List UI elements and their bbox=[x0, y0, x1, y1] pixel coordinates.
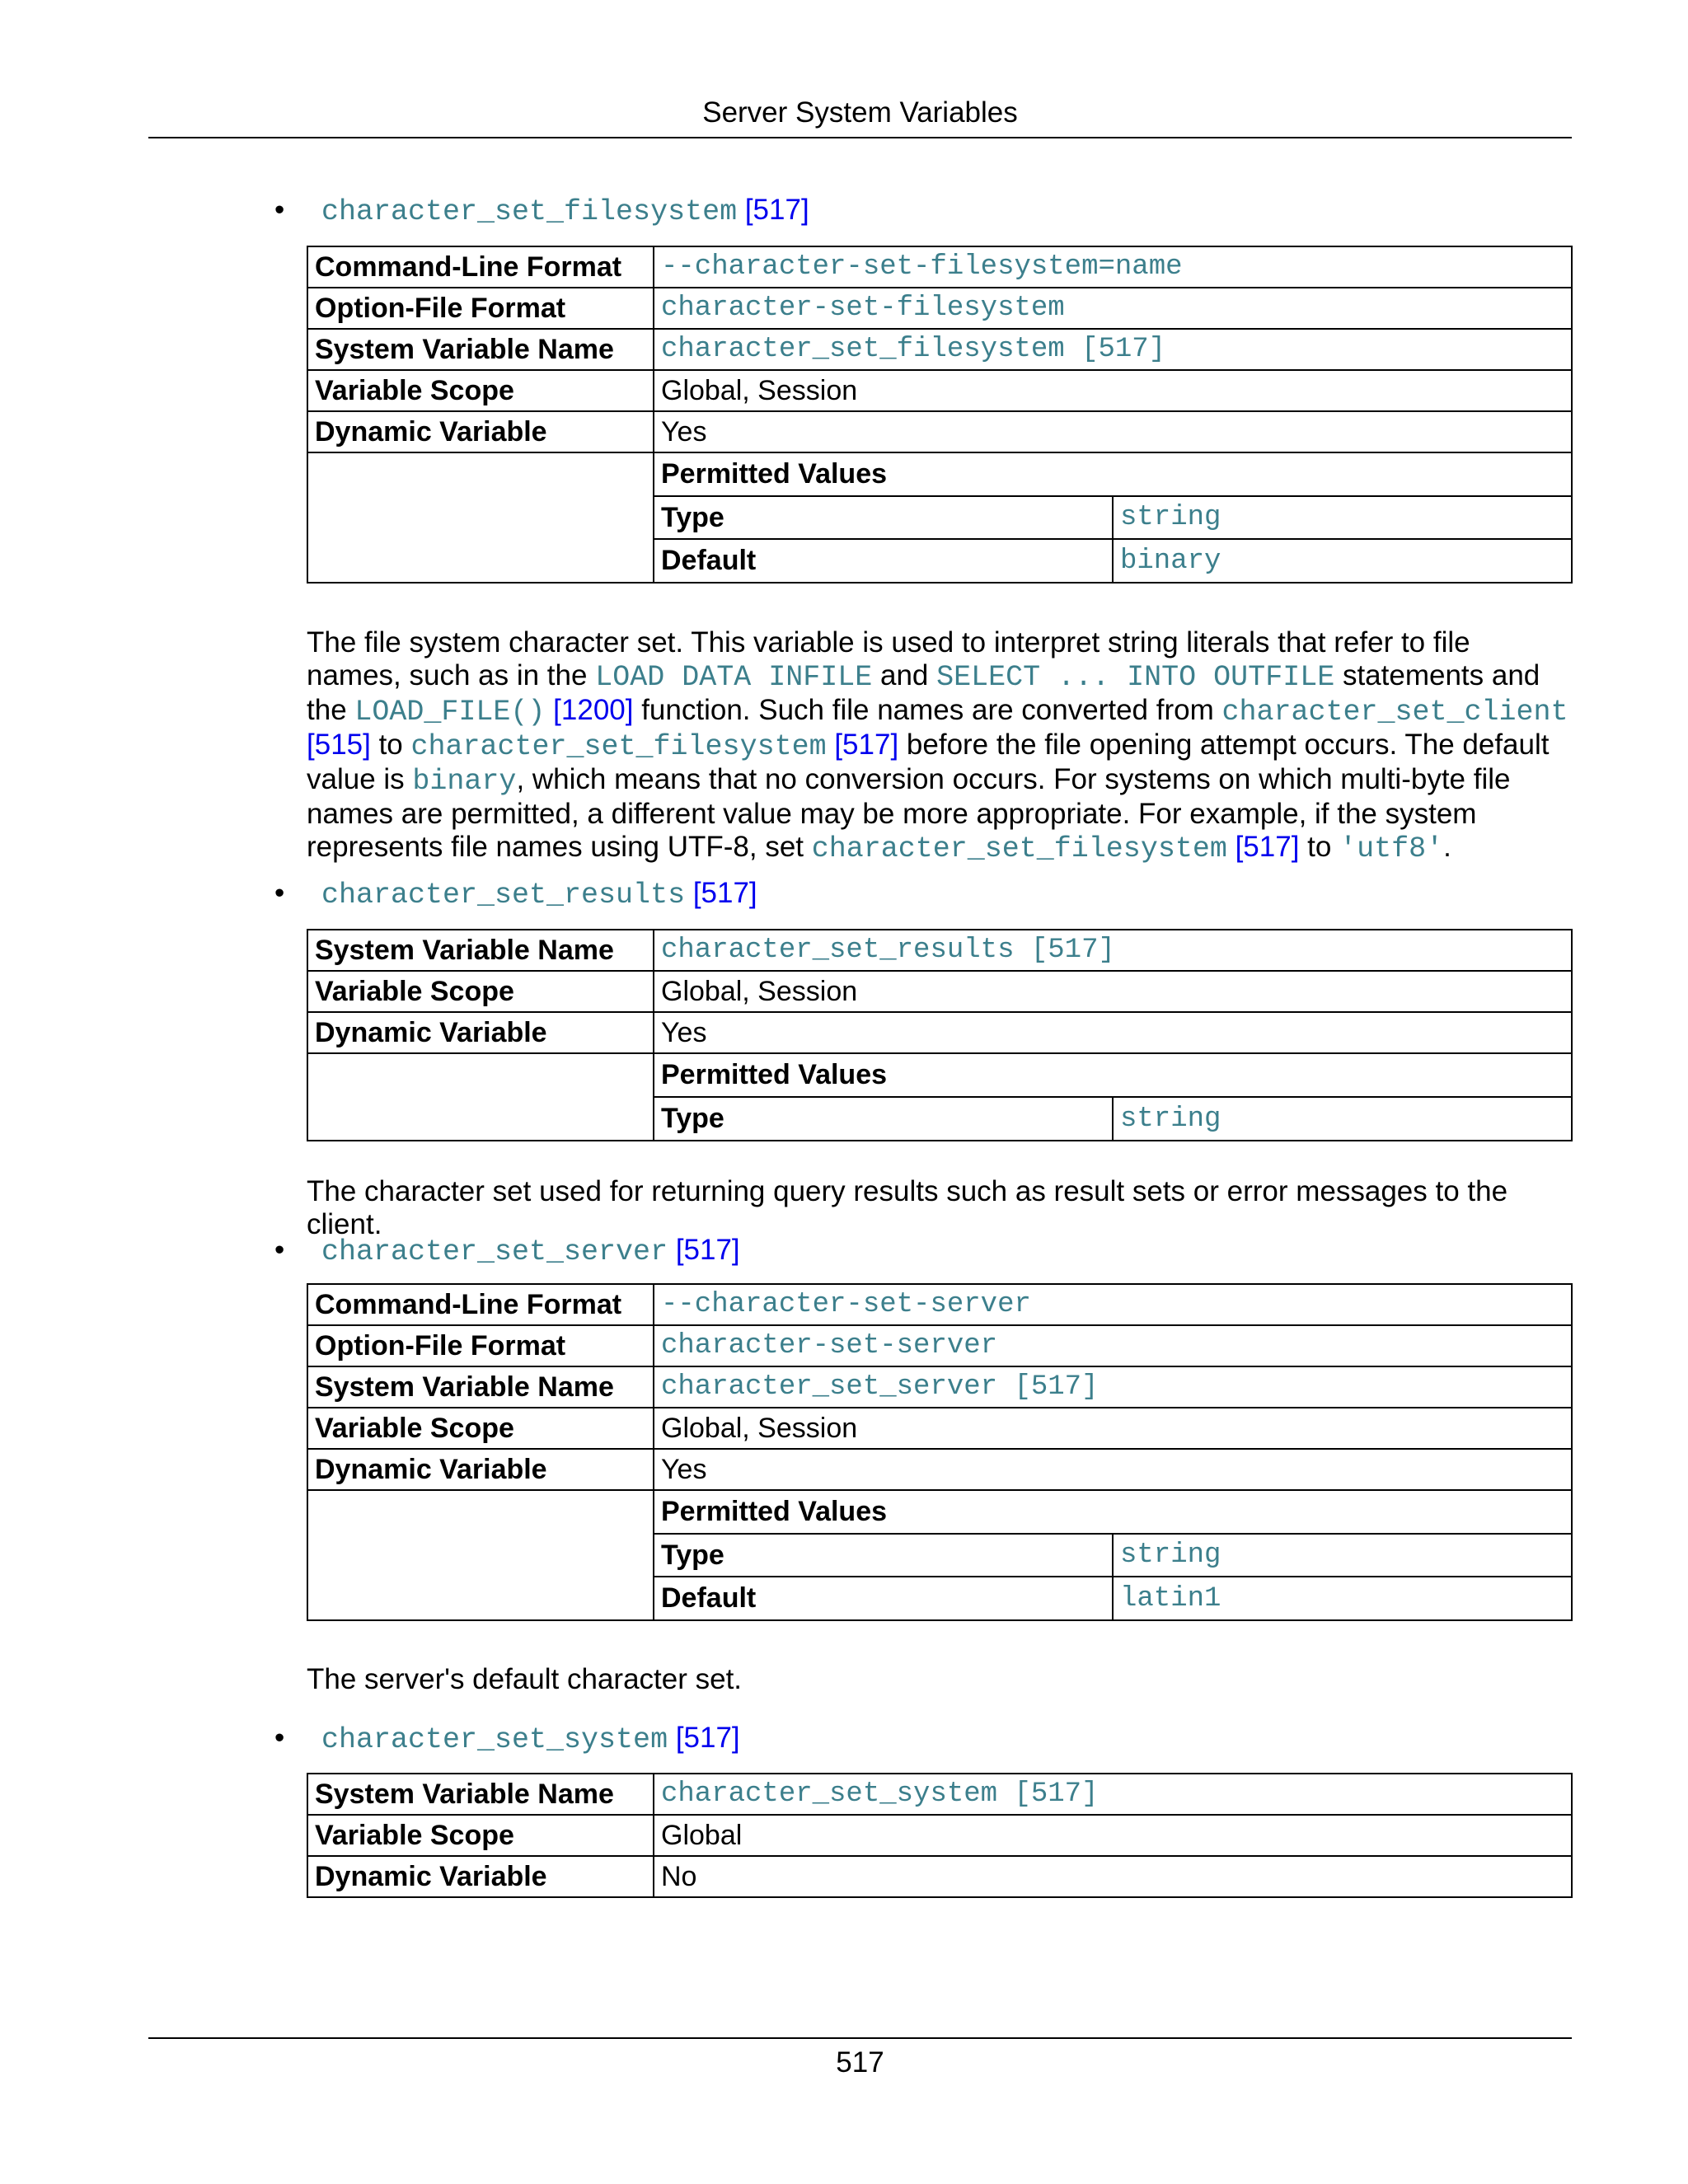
permitted-values-heading: Permitted Values bbox=[661, 1496, 888, 1527]
table-row bbox=[307, 452, 1572, 583]
variable-properties-table bbox=[307, 1773, 1573, 1898]
bullet-icon: • bbox=[274, 877, 285, 909]
page-number: 517 bbox=[836, 2046, 884, 2079]
type-label: Type bbox=[654, 1534, 1113, 1577]
option-file-format-value: character-set-server bbox=[654, 1325, 1572, 1366]
type-label: Type bbox=[654, 496, 1113, 539]
table-row bbox=[307, 971, 1572, 1012]
row-label: Command-Line Format bbox=[307, 1284, 654, 1325]
table-row bbox=[307, 1408, 1572, 1449]
option-file-format-value: character-set-filesystem bbox=[654, 288, 1572, 329]
table-row bbox=[307, 411, 1572, 452]
bullet-icon: • bbox=[274, 1234, 285, 1266]
page-reference-link[interactable]: [515] bbox=[307, 729, 371, 761]
inline-code: LOAD DATA INFILE bbox=[595, 661, 873, 694]
variable-scope-value: Global bbox=[654, 1815, 1572, 1856]
permitted-values-cell bbox=[654, 1490, 1572, 1620]
table-row bbox=[307, 288, 1572, 329]
system-variable-name-value: character_set_system [517] bbox=[654, 1774, 1572, 1815]
row-label: Variable Scope bbox=[307, 971, 654, 1012]
default-label: Default bbox=[654, 1577, 1113, 1619]
inline-code: binary bbox=[412, 765, 517, 798]
empty-cell bbox=[307, 1053, 654, 1141]
footer-rule bbox=[148, 2037, 1572, 2039]
header-rule bbox=[148, 137, 1572, 138]
table-row bbox=[307, 1325, 1572, 1366]
permitted-values-heading: Permitted Values bbox=[661, 458, 888, 490]
dynamic-variable-value: Yes bbox=[654, 1449, 1572, 1490]
table-row bbox=[307, 930, 1572, 971]
table-row bbox=[307, 1449, 1572, 1490]
row-label: Option-File Format bbox=[307, 1325, 654, 1366]
bullet-icon: • bbox=[274, 1722, 285, 1754]
table-row bbox=[307, 1053, 1572, 1141]
table-row bbox=[307, 1366, 1572, 1408]
variable-scope-value: Global, Session bbox=[654, 971, 1572, 1012]
page-reference-link[interactable]: [517] bbox=[834, 729, 899, 761]
default-value: latin1 bbox=[1113, 1577, 1571, 1619]
empty-cell bbox=[307, 452, 654, 583]
permitted-values-table bbox=[654, 1054, 1571, 1140]
inline-code-link[interactable]: character_set_client bbox=[1221, 696, 1568, 729]
table-row bbox=[307, 1012, 1572, 1053]
variable-scope-value: Global, Session bbox=[654, 370, 1572, 411]
page-reference-link[interactable]: [517] bbox=[675, 1234, 740, 1266]
row-label: Dynamic Variable bbox=[307, 1012, 654, 1053]
system-variable-name-value: character_set_filesystem [517] bbox=[654, 329, 1572, 370]
inline-code-link[interactable]: character_set_filesystem bbox=[811, 832, 1227, 865]
variable-link[interactable]: character_set_filesystem bbox=[321, 195, 738, 228]
variable-entry-character-set-server bbox=[274, 1230, 740, 1272]
row-label: System Variable Name bbox=[307, 329, 654, 370]
variable-description: The file system character set. This variable is used to interpret string literals that refer to file names, such as in the LOAD DATA INFILE and SELECT ... INTO OUTFILE statements and the LOAD_FILE() [1200] function. Such file names are converted from character_set_client [515] to character_set_filesystem [517] before the file opening attempt occurs. The default value is binary, which means that no conversion occurs. For systems on which multi-byte file names are permitted, a different value may be more appropriate. For example, if the system represents file names using UTF-8, set character_set_filesystem [517] to 'utf8'. bbox=[307, 626, 1568, 865]
permitted-values-cell bbox=[654, 1053, 1572, 1141]
table-row bbox=[307, 246, 1572, 288]
row-label: System Variable Name bbox=[307, 1774, 654, 1815]
command-line-format-value: --character-set-server bbox=[654, 1284, 1572, 1325]
type-value: string bbox=[1113, 1097, 1571, 1140]
page-reference-link[interactable]: [517] bbox=[744, 194, 809, 226]
variable-description: The character set used for returning query results such as result sets or error messages to the client. bbox=[307, 1175, 1508, 1240]
table-row bbox=[307, 1856, 1572, 1897]
row-label: Option-File Format bbox=[307, 288, 654, 329]
default-value: binary bbox=[1113, 539, 1571, 582]
variable-entry-character-set-system bbox=[274, 1718, 740, 1760]
inline-code-link[interactable]: LOAD_FILE() bbox=[354, 696, 546, 729]
default-label: Default bbox=[654, 539, 1113, 582]
variable-link[interactable]: character_set_results bbox=[321, 879, 686, 912]
variable-properties-table bbox=[307, 929, 1573, 1141]
variable-scope-value: Global, Session bbox=[654, 1408, 1572, 1449]
table-row bbox=[307, 1815, 1572, 1856]
variable-entry-character-set-filesystem bbox=[274, 190, 809, 232]
row-label: Variable Scope bbox=[307, 1815, 654, 1856]
table-row bbox=[307, 329, 1572, 370]
dynamic-variable-value: Yes bbox=[654, 411, 1572, 452]
bullet-icon: • bbox=[274, 194, 285, 226]
variable-properties-table bbox=[307, 246, 1573, 583]
variable-description: The server's default character set. bbox=[307, 1663, 743, 1695]
type-value: string bbox=[1113, 1534, 1571, 1577]
page-reference-link[interactable]: [1200] bbox=[553, 694, 634, 726]
row-label: System Variable Name bbox=[307, 1366, 654, 1408]
row-label: Variable Scope bbox=[307, 370, 654, 411]
system-variable-name-value: character_set_results [517] bbox=[654, 930, 1572, 971]
table-row bbox=[307, 1490, 1572, 1620]
row-label: System Variable Name bbox=[307, 930, 654, 971]
permitted-values-cell bbox=[654, 452, 1572, 583]
permitted-values-table bbox=[654, 453, 1571, 582]
table-row bbox=[307, 370, 1572, 411]
variable-link[interactable]: character_set_system bbox=[321, 1723, 668, 1756]
inline-code: SELECT ... INTO OUTFILE bbox=[936, 661, 1335, 694]
page-reference-link[interactable]: [517] bbox=[692, 877, 757, 909]
permitted-values-table bbox=[654, 1491, 1571, 1619]
row-label: Dynamic Variable bbox=[307, 411, 654, 452]
row-label: Variable Scope bbox=[307, 1408, 654, 1449]
variable-properties-table bbox=[307, 1283, 1573, 1621]
type-label: Type bbox=[654, 1097, 1113, 1140]
type-value: string bbox=[1113, 496, 1571, 539]
running-header: Server System Variables bbox=[702, 96, 1018, 129]
table-row bbox=[307, 1284, 1572, 1325]
row-label: Dynamic Variable bbox=[307, 1856, 654, 1897]
permitted-values-heading: Permitted Values bbox=[661, 1059, 888, 1090]
empty-cell bbox=[307, 1490, 654, 1620]
inline-code: 'utf8' bbox=[1339, 832, 1444, 865]
dynamic-variable-value: No bbox=[654, 1856, 1572, 1897]
system-variable-name-value: character_set_server [517] bbox=[654, 1366, 1572, 1408]
variable-link[interactable]: character_set_server bbox=[321, 1235, 668, 1268]
table-row bbox=[307, 1774, 1572, 1815]
inline-code-link[interactable]: character_set_filesystem bbox=[410, 730, 827, 763]
page-reference-link[interactable]: [517] bbox=[1235, 831, 1300, 863]
page-reference-link[interactable]: [517] bbox=[675, 1722, 740, 1754]
row-label: Command-Line Format bbox=[307, 246, 654, 288]
dynamic-variable-value: Yes bbox=[654, 1012, 1572, 1053]
variable-entry-character-set-results bbox=[274, 873, 757, 916]
command-line-format-value: --character-set-filesystem=name bbox=[654, 246, 1572, 288]
row-label: Dynamic Variable bbox=[307, 1449, 654, 1490]
